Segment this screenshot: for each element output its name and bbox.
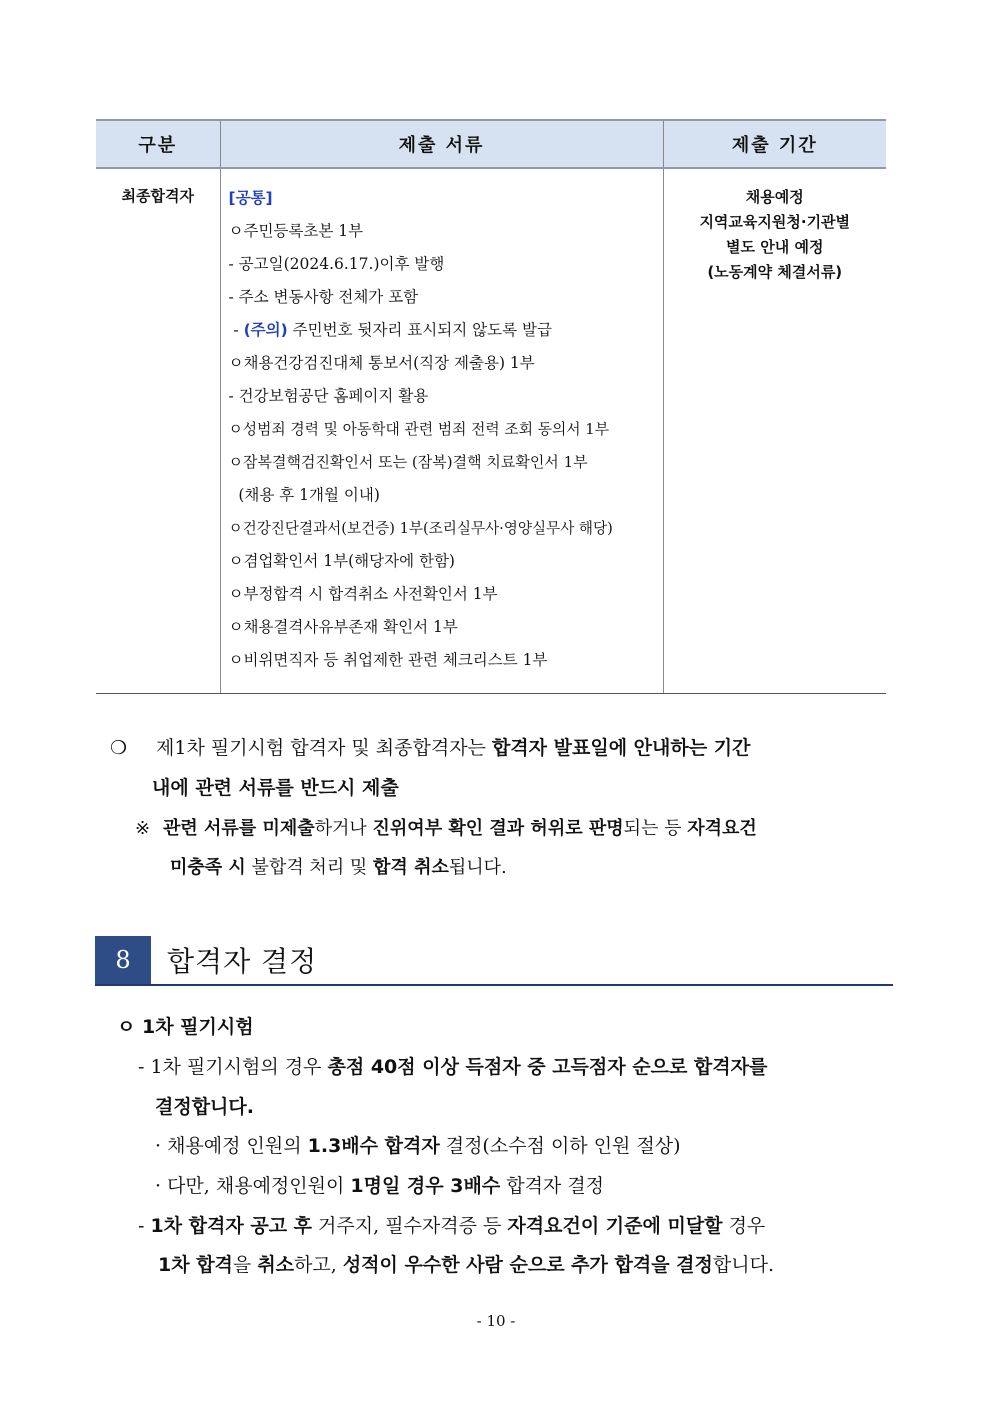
written-sub2: · 다만, 채용예정인원이 1명일 경우 3배수 합격자 결정 — [155, 1175, 605, 1197]
notice-text: 주민번호 뒷자리 표시되지 않도록 발급 — [287, 321, 552, 339]
doc-item: ㅇ건강진단결과서(보건증) 1부(조리실무사·영양실무사 해당) — [228, 520, 613, 537]
section-number: 8 — [95, 936, 151, 984]
header-period: 제출 기간 — [663, 120, 886, 168]
section-header — [95, 936, 893, 986]
submission-paragraph-line2: 내에 관련 서류를 반드시 제출 — [152, 777, 399, 799]
doc-item: (채용 후 1개월 이내) — [228, 486, 380, 504]
notice-label: (주의) — [243, 321, 288, 339]
table-header-row — [96, 120, 886, 168]
period-line: 채용예정 — [745, 188, 804, 206]
header-documents: 제출 서류 — [220, 120, 663, 168]
written-exam-heading: ㅇ 1차 필기시험 — [117, 1016, 254, 1038]
doc-item: ㅇ부정합격 시 합격취소 사전확인서 1부 — [228, 585, 498, 603]
written-line1: - 1차 필기시험의 경우 총점 40점 이상 득점자 중 고득점자 순으로 합격자를 — [138, 1056, 768, 1078]
common-tag: [공통] — [228, 189, 273, 207]
written-line2: 결정합니다. — [155, 1096, 254, 1118]
written-sub1: · 채용예정 인원의 1.3배수 합격자 결정(소수점 이하 인원 절상) — [155, 1135, 681, 1157]
written-line4: 1차 합격을 취소하고, 성적이 우수한 사람 순으로 추가 합격을 결정합니다. — [158, 1254, 774, 1276]
written-line3: - 1차 합격자 공고 후 거주지, 필수자격증 등 자격요건이 기준에 미달할 경우 — [138, 1215, 766, 1237]
warning-note-line2: 미충족 시 불합격 처리 및 합격 취소됩니다. — [170, 857, 507, 878]
category-cell: 최종합격자 — [96, 168, 220, 694]
documents-cell — [220, 168, 663, 694]
warning-note: ※ 관련 서류를 미제출하거나 진위여부 확인 결과 허위로 판명되는 등 자격요건 — [135, 818, 757, 839]
doc-item: ㅇ잠복결핵검진확인서 또는 (잠복)결핵 치료확인서 1부 — [228, 453, 588, 471]
doc-item: - 주소 변동사항 전체가 포함 — [228, 288, 419, 306]
page-number: - 10 - — [476, 1312, 516, 1330]
doc-item-notice — [229, 314, 663, 347]
period-cell — [663, 168, 886, 694]
doc-item: ㅇ채용결격사유부존재 확인서 1부 — [228, 618, 458, 636]
doc-item: ㅇ채용건강검진대체 통보서(직장 제출용) 1부 — [228, 354, 535, 372]
header-category: 구분 — [96, 120, 220, 168]
submission-paragraph: ❍ 제1차 필기시험 합격자 및 최종합격자는 합격자 발표일에 안내하는 기간 — [110, 737, 751, 759]
doc-item: - 공고일(2024.6.17.)이후 발행 — [228, 255, 445, 273]
doc-item: - 건강보험공단 홈페이지 활용 — [228, 387, 429, 405]
circle-bullet-icon: ❍ — [110, 737, 128, 759]
section-title: 합격자 결정 — [167, 945, 318, 978]
doc-item: ㅇ성범죄 경력 및 아동학대 관련 범죄 전력 조회 동의서 1부 — [228, 421, 610, 438]
doc-item: ㅇ주민등록초본 1부 — [228, 222, 364, 240]
doc-item: ㅇ겸업확인서 1부(해당자에 한함) — [228, 552, 455, 570]
doc-item: ㅇ비위면직자 등 취업제한 관련 체크리스트 1부 — [228, 651, 548, 669]
period-line: (노동계약 체결서류) — [707, 263, 843, 281]
table-row — [96, 168, 886, 694]
documents-table — [96, 119, 886, 694]
period-line: 별도 안내 예정 — [726, 238, 824, 256]
note-mark: ※ — [135, 818, 151, 839]
period-line: 지역교육지원청·기관별 — [699, 213, 851, 231]
notice-prefix: - — [228, 321, 244, 339]
